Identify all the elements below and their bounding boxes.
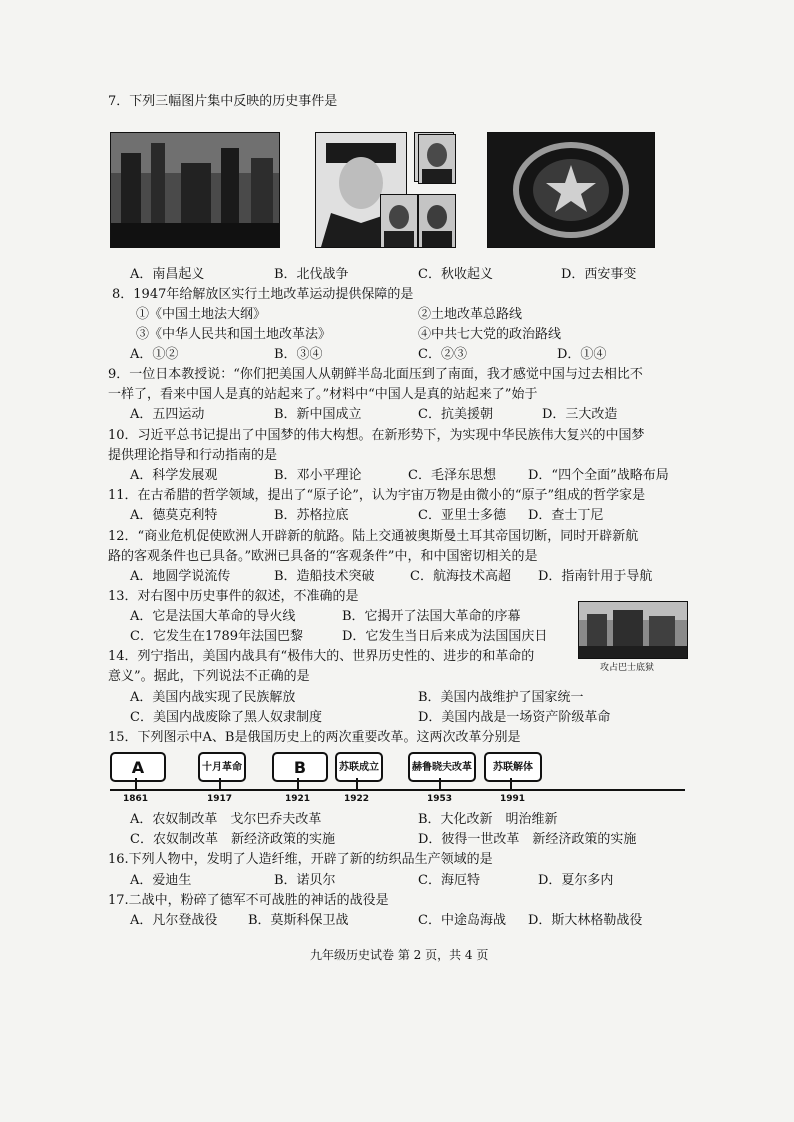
- q15-option-d[interactable]: D．彼得一世改革 新经济政策的实施: [418, 832, 637, 847]
- q8-option-c[interactable]: C．②③: [418, 347, 467, 362]
- q12-stem-line2: 路的客观条件也已具备。”欧洲已具备的“客观条件”中，和中国密切相关的是: [108, 549, 538, 564]
- q17-option-a[interactable]: A．凡尔登战役: [130, 913, 218, 928]
- q16-stem: 16.下列人物中，发明了人造纤维，开辟了新的纺织品生产领域的是: [108, 852, 493, 867]
- q12-option-a[interactable]: A．地圆学说流传: [130, 569, 231, 584]
- q11-option-a[interactable]: A．德莫克利特: [130, 508, 218, 523]
- timeline-box-khrushchev-reform: 赫鲁晓夫改革: [408, 752, 476, 782]
- q10-stem-line2: 提供理论指导和行动指南的是: [108, 448, 278, 463]
- q13-option-a[interactable]: A．它是法国大革命的导火线: [130, 609, 296, 624]
- page-footer: 九年级历史试卷 第 2 页，共 4 页: [310, 948, 489, 962]
- q7-option-d[interactable]: D．西安事变: [561, 267, 637, 282]
- q17-stem: 17.二战中，粉碎了德军不可战胜的神话的战役是: [108, 893, 389, 908]
- timeline-box-ussr-founded: 苏联成立: [335, 752, 383, 782]
- q10-option-b[interactable]: B．邓小平理论: [274, 468, 362, 483]
- q7-stem: 7．下列三幅图片集中反映的历史事件是: [108, 94, 338, 109]
- q13-option-d[interactable]: D．它发生当日后来成为法国国庆日: [342, 629, 548, 644]
- q16-option-c[interactable]: C．海厄特: [418, 873, 480, 888]
- q15-option-a[interactable]: A．农奴制改革 戈尔巴乔夫改革: [130, 812, 322, 827]
- q8-item-4: ④中共七大党的政治路线: [418, 327, 562, 342]
- timeline-box-b: B: [272, 752, 328, 782]
- timeline-tick: [439, 778, 441, 790]
- q9-option-d[interactable]: D．三大改造: [542, 407, 618, 422]
- q11-option-b[interactable]: B．苏格拉底: [274, 508, 349, 523]
- q17-option-b[interactable]: B．莫斯科保卫战: [248, 913, 349, 928]
- timeline-year: 1861: [123, 794, 149, 804]
- q8-item-2: ②土地改革总路线: [418, 307, 523, 322]
- q7-option-c[interactable]: C．秋收起义: [418, 267, 493, 282]
- q8-stem: 8．1947年给解放区实行土地改革运动提供保障的是: [112, 287, 414, 302]
- q10-option-d[interactable]: D．“四个全面”战略布局: [528, 468, 669, 483]
- timeline-year: 1922: [344, 794, 370, 804]
- q16-option-d[interactable]: D．夏尔多内: [538, 873, 614, 888]
- q12-option-d[interactable]: D．指南针用于导航: [538, 569, 653, 584]
- q10-option-a[interactable]: A．科学发展观: [130, 468, 218, 483]
- timeline-year: 1917: [207, 794, 233, 804]
- q8-item-1: ①《中国土地法大纲》: [136, 307, 267, 322]
- q16-option-b[interactable]: B．诺贝尔: [274, 873, 336, 888]
- q16-option-a[interactable]: A．爱迪生: [130, 873, 192, 888]
- q9-stem-line2: 一样了，看来中国人是真的站起来了。”材料中“中国人是真的站起来了”始于: [108, 387, 538, 402]
- q15-stem: 15．下列图示中A、B是俄国历史上的两次重要改革。这两次改革分别是: [108, 730, 521, 745]
- timeline-tick: [135, 778, 137, 790]
- q10-option-c[interactable]: C．毛泽东思想: [408, 468, 496, 483]
- timeline-tick: [297, 778, 299, 790]
- timeline-axis: [110, 789, 685, 791]
- q14-option-b[interactable]: B．美国内战维护了国家统一: [418, 690, 584, 705]
- q14-option-c[interactable]: C．美国内战废除了黑人奴隶制度: [130, 710, 322, 725]
- q12-stem-line1: 12．“商业危机促使欧洲人开辟新的航路。陆上交通被奥斯曼土耳其帝国切断，同时开辟新航: [108, 529, 639, 544]
- bastille-caption: 攻占巴士底狱: [600, 663, 655, 673]
- q14-option-d[interactable]: D．美国内战是一场资产阶级革命: [418, 710, 611, 725]
- q14-stem-line1: 14．列宁指出，美国内战具有“极伟大的、世界历史性的、进步的和革命的: [108, 649, 535, 664]
- q8-option-a[interactable]: A．①②: [130, 347, 179, 362]
- q9-option-b[interactable]: B．新中国成立: [274, 407, 362, 422]
- q7-option-a[interactable]: A．南昌起义: [130, 267, 205, 282]
- timeline-box-october-revolution: 十月革命: [198, 752, 246, 782]
- q11-option-c[interactable]: C．亚里士多德: [418, 508, 506, 523]
- timeline-box-ussr-dissolution: 苏联解体: [484, 752, 542, 782]
- q13-stem: 13．对右图中历史事件的叙述，不准确的是: [108, 589, 359, 604]
- timeline-year: 1953: [427, 794, 453, 804]
- q15-option-b[interactable]: B．大化改新 明治维新: [418, 812, 558, 827]
- portrait-small-2: [418, 134, 456, 184]
- q8-option-d[interactable]: D．①④: [557, 347, 607, 362]
- q12-option-c[interactable]: C．航海技术高超: [410, 569, 511, 584]
- q8-option-b[interactable]: B．③④: [274, 347, 323, 362]
- q7-option-b[interactable]: B．北伐战争: [274, 267, 349, 282]
- q8-item-3: ③《中华人民共和国土地改革法》: [136, 327, 332, 342]
- q11-stem: 11．在古希腊的哲学领域，提出了“原子论”，认为宇宙万物是由微小的“原子”组成的哲学家是: [108, 488, 646, 503]
- timeline-year: 1921: [285, 794, 311, 804]
- q12-option-b[interactable]: B．造船技术突破: [274, 569, 375, 584]
- q17-option-c[interactable]: C．中途岛海战: [418, 913, 506, 928]
- timeline-box-a: A: [110, 752, 166, 782]
- bastille-photo: [578, 601, 688, 659]
- q14-stem-line2: 意义”。据此，下列说法不正确的是: [108, 669, 310, 684]
- portrait-small-3: [380, 194, 418, 248]
- q9-stem-line1: 9．一位日本教授说：“你们把美国人从朝鲜半岛北面压到了南面，我才感觉中国与过去相比不: [108, 367, 643, 382]
- q13-option-b[interactable]: B．它揭开了法国大革命的序幕: [342, 609, 521, 624]
- army-emblem-photo: [487, 132, 655, 248]
- q13-option-c[interactable]: C．它发生在1789年法国巴黎: [130, 629, 304, 644]
- portrait-small-4: [418, 194, 456, 248]
- timeline-tick: [219, 778, 221, 790]
- q10-stem-line1: 10．习近平总书记提出了中国梦的伟大构想。在新形势下，为实现中华民族伟大复兴的中国梦: [108, 428, 645, 443]
- q9-option-c[interactable]: C．抗美援朝: [418, 407, 493, 422]
- q11-option-d[interactable]: D．查士丁尼: [528, 508, 604, 523]
- nanchang-uprising-photo: [110, 132, 280, 248]
- q9-option-a[interactable]: A．五四运动: [130, 407, 205, 422]
- q17-option-d[interactable]: D．斯大林格勒战役: [528, 913, 643, 928]
- timeline-year: 1991: [500, 794, 526, 804]
- timeline-tick: [356, 778, 358, 790]
- q15-option-c[interactable]: C．农奴制改革 新经济政策的实施: [130, 832, 335, 847]
- timeline-tick: [510, 778, 512, 790]
- q14-option-a[interactable]: A．美国内战实现了民族解放: [130, 690, 296, 705]
